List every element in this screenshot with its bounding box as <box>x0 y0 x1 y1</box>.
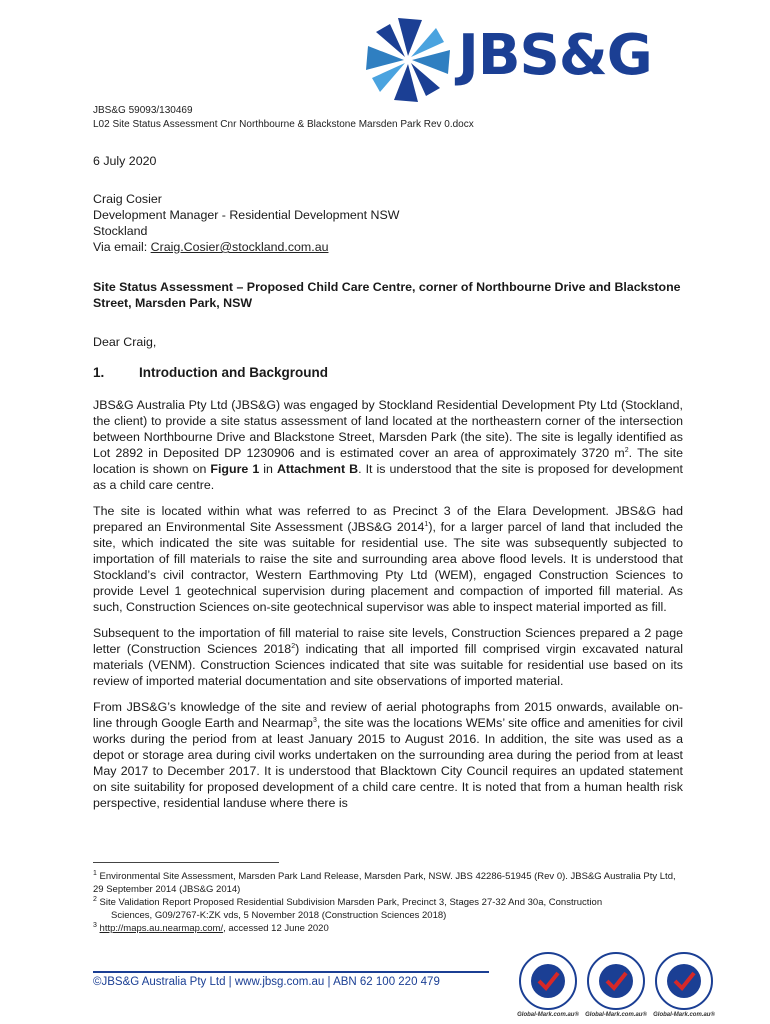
logo-wordmark: JBS&G <box>458 23 652 88</box>
paragraph: The site is located within what was referred to as Precinct 3 of the Elara Development. JBS&G had prepared an Environmental Site Assessment (JBS&G 2014$^1$), for a larger parcel of land that included the site, which indicated the site was suitable for residential use. The site was subsequently subjected to importation of fill materials to raise the site and surrounding area above flood levels. It is understood that Stockland’s civil contractor, Western Earthmoving Pty Ltd (WEM), engaged Construction Sciences to provide Level 1 geotechnical supervision during placement and compaction of imported fill material. As such, Construction Sciences on-site geotechnical supervisor was able to inspect material imported as fill. <box>93 504 683 614</box>
footnote-ref[interactable]: 3 <box>312 716 317 724</box>
section-number: 1. <box>93 365 105 380</box>
letter-date: 6 July 2020 <box>93 154 157 168</box>
certification-badge: Global-Mark.com.au® <box>653 950 715 1016</box>
footnote-1: $^1$ Environmental Site Assessment, Marsden Park Land Release, Marsden Park, NSW. JBS 42286-51945 (Rev 0). JBS&G Australia Pty Ltd, 29 September 2014 (JBS&G 2014) <box>93 869 676 895</box>
recipient-email-line <box>93 239 683 255</box>
certification-badge: Global-Mark.com.au® <box>517 950 579 1016</box>
pinwheel-logo-icon <box>360 14 456 106</box>
recipient-name: Craig Cosier <box>93 192 162 206</box>
recipient-title: Development Manager - Residential Development NSW <box>93 208 400 222</box>
footnotes <box>93 870 678 935</box>
section-heading <box>93 365 328 380</box>
footer-text: ©JBS&G Australia Pty Ltd | www.jbsg.com.au | ABN 62 100 220 479 <box>93 976 440 988</box>
email-prefix: Via email: <box>93 240 151 254</box>
certification-seal-icon <box>585 950 647 1012</box>
paragraph: From JBS&G’s knowledge of the site and review of aerial photographs from 2015 onwards, available on-line through Google Earth and Nearmap$^3$, the site was the locations WEMs’ site office and amenities for civil works during the period from at least January 2015 to August 2016. In addition, the site was used as a depot or storage area during civil works undertaken on the surrounding area during the period from at least May 2017 to December 2017. It is understood that Blacktown City Council requires an updated statement on site suitability for proposed development of a child care centre. It is noted that from a human health risk perspective, residential landuse where there is <box>93 700 683 810</box>
certification-seal-icon <box>653 950 715 1012</box>
footer-divider <box>93 971 489 973</box>
certification-seal-icon <box>517 950 579 1012</box>
footnote-ref[interactable]: 1 <box>424 520 429 528</box>
job-number: JBS&G 59093/130469 <box>93 105 193 116</box>
file-name: L02 Site Status Assessment Cnr Northbourne & Blackstone Marsden Park Rev 0.docx <box>93 119 474 130</box>
section-title: Introduction and Background <box>139 365 328 380</box>
nearmap-link[interactable]: http://maps.au.nearmap.com/ <box>99 923 224 934</box>
document-reference <box>93 104 474 132</box>
recipient-address <box>93 191 683 255</box>
jbsg-logo <box>360 14 720 106</box>
recipient-email-link[interactable]: Craig.Cosier@stockland.com.au <box>150 240 329 254</box>
paragraph: JBS&G Australia Pty Ltd (JBS&G) was engaged by Stockland Residential Development Pty Ltd (Stockland, the client) to provide a site status assessment of land located at the northeastern corner of the intersection between Northbourne Drive and Blackstone Street, Marsden Park (the site). The site is legally identified as Lot 2892 in Deposited DP 1230906 and is estimated cover an area of approximately 3720 $m^2$. The site location is shown on Figure 1 in Attachment B. It is understood that the site is proposed for development as a child care centre. <box>93 398 684 492</box>
salutation: Dear Craig, <box>93 335 157 349</box>
certification-badge: Global-Mark.com.au® <box>585 950 647 1016</box>
recipient-company: Stockland <box>93 224 148 238</box>
footnote-3: $^3$ http://maps.au.nearmap.com/, accessed 12 June 2020 <box>93 921 329 934</box>
letter-subject: Site Status Assessment – Proposed Child Care Centre, corner of Northbourne Drive and Blackstone Street, Marsden Park, NSW <box>93 280 681 310</box>
footnote-ref[interactable]: 2 <box>291 642 296 650</box>
footnote-2: $^2$ Site Validation Report Proposed Residential Subdivision Marsden Park, Precinct 3, Stages 27-32 And 30a, Construction Sciences, G09/2767-K:ZK vds, 5 November 2018 (Construction Sciences 2018) <box>93 895 603 921</box>
paragraph: Subsequent to the importation of fill material to raise site levels, Construction Sciences prepared a 2 page letter (Construction Sciences 2018$^2$) indicating that all imported fill comprised virgin excavated natural materials (VENM). Construction Sciences indicated that site was suitable for residential use based on its review of imported material documentation and site observations of imported material. <box>93 626 683 688</box>
footnote-divider <box>93 862 279 863</box>
letter-body <box>93 397 683 821</box>
